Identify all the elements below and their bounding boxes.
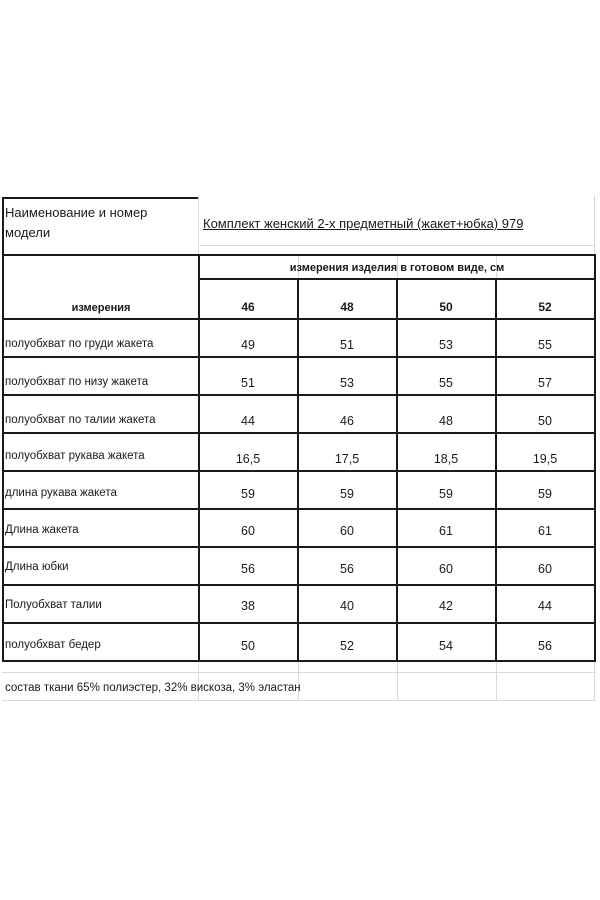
size-header: 48 <box>340 300 354 314</box>
border-line <box>2 508 596 510</box>
table-cell: 60 <box>241 524 255 538</box>
grid-line <box>200 245 594 246</box>
model-name-label: Наименование и номер модели <box>5 205 148 240</box>
table-cell: 44 <box>241 414 255 428</box>
table-cell: 42 <box>439 599 453 613</box>
table-cell: 56 <box>340 562 354 576</box>
model-title: Комплект женский 2-х предметный (жакет+юбка) 979 <box>203 216 524 231</box>
table-cell: 46 <box>340 414 354 428</box>
table-cell: 18,5 <box>433 452 459 466</box>
measurements-column-header: измерения <box>71 302 131 314</box>
table-cell: 53 <box>439 338 453 352</box>
border-line <box>2 197 198 199</box>
table-cell: 56 <box>538 639 552 653</box>
row-label: Длина жакета <box>5 524 79 536</box>
table-cell: 59 <box>439 487 453 501</box>
grid-line <box>2 672 596 673</box>
table-cell: 51 <box>241 376 255 390</box>
table-cell: 52 <box>340 639 354 653</box>
row-label: длина рукава жакета <box>5 487 117 499</box>
table-cell: 56 <box>241 562 255 576</box>
size-header: 50 <box>439 300 453 314</box>
border-line <box>2 432 596 434</box>
row-label: полуобхват по талии жакета <box>5 414 156 426</box>
table-cell: 40 <box>340 599 354 613</box>
border-line <box>2 470 596 472</box>
table-cell: 59 <box>538 487 552 501</box>
border-line <box>2 318 596 320</box>
table-cell: 48 <box>439 414 453 428</box>
table-cell: 59 <box>340 487 354 501</box>
table-cell: 54 <box>439 639 453 653</box>
table-cell: 60 <box>538 562 552 576</box>
table-cell: 50 <box>538 414 552 428</box>
border-line <box>2 584 596 586</box>
row-label: полуобхват рукава жакета <box>5 450 145 462</box>
table-cell: 55 <box>439 376 453 390</box>
size-header: 52 <box>538 300 552 314</box>
border-line <box>2 356 596 358</box>
border-line <box>2 660 596 662</box>
table-cell: 44 <box>538 599 552 613</box>
table-cell: 61 <box>439 524 453 538</box>
border-line <box>2 254 596 256</box>
border-line <box>2 546 596 548</box>
table-cell: 38 <box>241 599 255 613</box>
grid-line <box>2 700 596 701</box>
row-label: полуобхват по низу жакета <box>5 376 149 388</box>
table-cell: 57 <box>538 376 552 390</box>
table-cell: 61 <box>538 524 552 538</box>
row-label: полуобхват бедер <box>5 639 101 651</box>
table-cell: 17,5 <box>334 452 360 466</box>
row-label: полуобхват по груди жакета <box>5 338 154 350</box>
table-cell: 59 <box>241 487 255 501</box>
table-cell: 60 <box>439 562 453 576</box>
fabric-composition: состав ткани 65% полиэстер, 32% вискоза, 3% эластан <box>5 682 301 694</box>
border-line <box>594 254 596 662</box>
border-line <box>2 197 4 662</box>
border-line <box>2 394 596 396</box>
table-cell: 49 <box>241 338 255 352</box>
border-line <box>2 622 596 624</box>
table-cell: 60 <box>340 524 354 538</box>
size-header: 46 <box>241 300 255 314</box>
table-cell: 19,5 <box>532 452 558 466</box>
table-cell: 50 <box>241 639 255 653</box>
measurements-group-header: измерения изделия в готовом виде, см <box>289 262 505 274</box>
row-label: Длина юбки <box>5 561 69 573</box>
table-cell: 51 <box>340 338 354 352</box>
table-cell: 55 <box>538 338 552 352</box>
row-label: Полуобхват талии <box>5 599 102 611</box>
table-cell: 53 <box>340 376 354 390</box>
table-cell: 16,5 <box>235 452 261 466</box>
